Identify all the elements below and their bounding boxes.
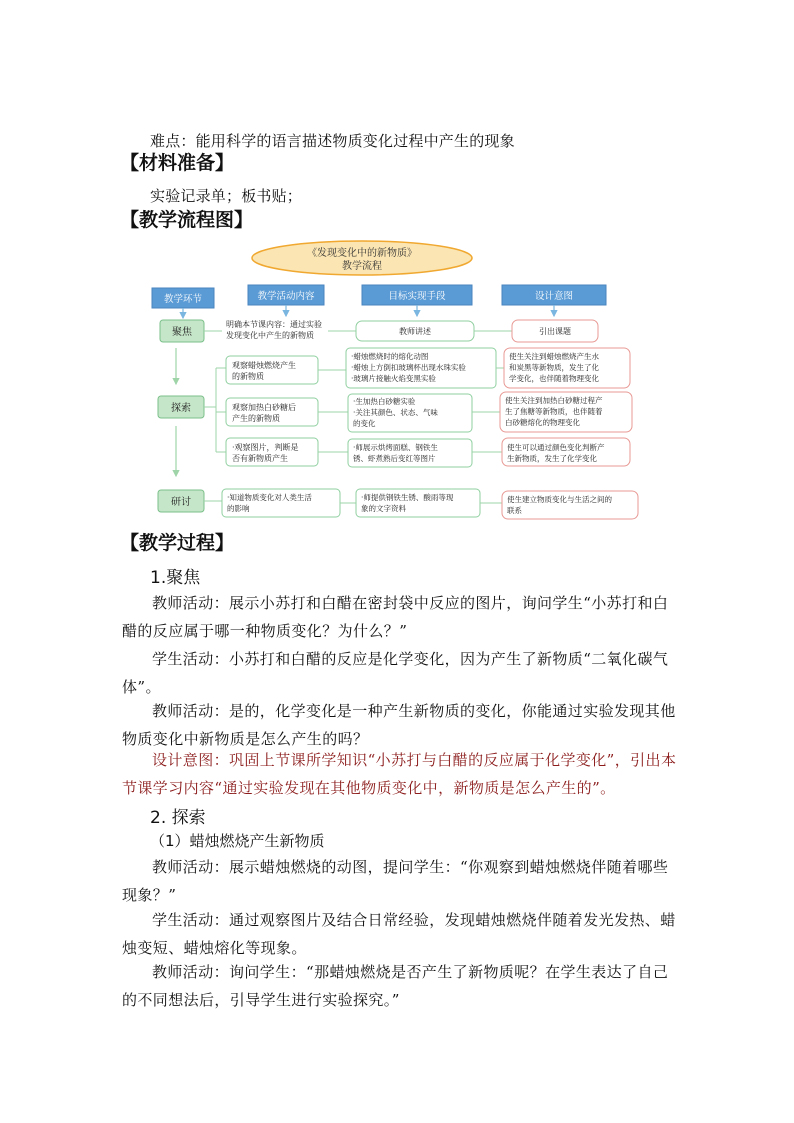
explore-intent-3a: 使生可以通过颜色变化判断产 <box>507 443 605 452</box>
materials-text: 实验记录单；板书贴； <box>150 187 303 205</box>
explore-activity-2a: 观察加热白砂糖后 <box>232 403 296 412</box>
materials-heading: 【材料准备】 <box>120 152 235 174</box>
paragraph-student-1: 学生活动：小苏打和白醋的反应是化学变化，因为产生了新物质“二氧化碳气体”。 <box>122 650 669 696</box>
explore-means-1a: ·蜡烛燃烧时的熔化动图 <box>351 352 429 361</box>
explore-intent-2a: 使生关注到加热白砂糖过程产 <box>505 396 603 405</box>
discuss-means-a: ·师提供钢铁生锈、酸雨等现 <box>361 493 454 502</box>
explore-means-3a: ·师展示烘烤面糕、钢铁生 <box>353 443 438 452</box>
explore-activity-1a: 观察蜡烛燃烧产生 <box>232 361 296 370</box>
header-means: 目标实现手段 <box>388 291 446 302</box>
discuss-activity-b: 的影响 <box>227 504 250 513</box>
explore-activity-3b: 否有新物质产生 <box>232 454 288 463</box>
discuss-intent-b: 联系 <box>507 506 522 515</box>
explore-intent-1a: 使生关注到蜡烛燃烧产生水 <box>509 352 599 361</box>
explore-intent-2c: 白砂糖熔化的物理变化 <box>505 418 580 427</box>
flowchart-heading: 【教学流程图】 <box>120 209 254 231</box>
discuss-means-b: 象的文字资料 <box>361 504 406 513</box>
explore-activity-2b: 产生的新物质 <box>232 414 280 423</box>
explore-intent-3b: 生新物质，发生了化学变化 <box>507 454 597 463</box>
stage-focus: 聚焦 <box>172 327 192 338</box>
explore-activity-1b: 的新物质 <box>232 372 264 381</box>
paragraph-teacher-1: 教师活动：展示小苏打和白醋在密封袋中反应的图片，询问学生“小苏打和白醋的反应属于哪一种物质变化？为什么？” <box>122 594 669 640</box>
subsection-candle-title: （1）蜡烛燃烧产生新物质 <box>150 832 325 850</box>
header-activity: 教学活动内容 <box>257 291 315 302</box>
difficulty-text: 难点：能用科学的语言描述物质变化过程中产生的现象 <box>150 132 515 150</box>
explore-intent-2b: 生了焦糖等新物质，也伴随着 <box>505 407 603 416</box>
explore-means-2c: 的变化 <box>353 419 376 428</box>
stage-explore: 探索 <box>171 403 191 414</box>
process-heading: 【教学过程】 <box>120 532 235 554</box>
explore-activity-3a: ·观察图片，判断是 <box>232 443 299 452</box>
explore-means-2a: ·生加热白砂糖实验 <box>353 397 416 406</box>
section-focus-title: 1.聚焦 <box>150 568 201 588</box>
header-stage: 教学环节 <box>163 294 203 305</box>
explore-means-2b: ·关注其颜色、状态、气味 <box>353 408 438 417</box>
explore-means-3b: 锈、虾煮熟后变红等图片 <box>353 454 436 463</box>
paragraph-teacher-4: 教师活动：询问学生：“那蜡烛燃烧是否产生了新物质呢？在学生表达了自己的不同想法后，引导学生进行实验探究。” <box>122 963 669 1009</box>
flow-title-1: 《发现变化中的新物质》 <box>307 248 417 259</box>
paragraph-student-2: 学生活动：通过观察图片及结合日常经验，发现蜡烛燃烧伴随着发光发热、蜡烛变短、蜡烛熔化等现象。 <box>122 911 676 957</box>
focus-activity-1: 明确本节课内容：通过实验 <box>226 320 322 329</box>
focus-means: 教师讲述 <box>399 327 431 336</box>
discuss-intent-a: 使生建立物质变化与生活之间的 <box>507 495 612 504</box>
flow-title-2: 教学流程 <box>342 261 382 272</box>
explore-means-1c: ·玻璃片接触火焰变黑实验 <box>351 374 436 383</box>
focus-intent: 引出课题 <box>539 327 571 336</box>
paragraph-design-intent: 设计意图：巩固上节课所学知识“小苏打与白醋的反应属于化学变化”，引出本节课学习内容“通过实验发现在其他物质变化中，新物质是怎么产生的”。 <box>122 751 677 797</box>
section-explore-title: 2. 探索 <box>150 808 206 828</box>
flowchart-svg <box>140 236 660 526</box>
paragraph-teacher-2: 教师活动：是的，化学变化是一种产生新物质的变化，你能通过实验发现其他物质变化中新物质是怎么产生的吗？ <box>122 702 676 748</box>
header-intent: 设计意图 <box>534 291 574 302</box>
focus-activity-2: 发现变化中产生的新物质 <box>226 331 314 340</box>
explore-intent-1c: 学变化，也伴随着物理变化 <box>509 374 599 383</box>
explore-intent-1b: 和炭黑等新物质，发生了化 <box>509 363 599 372</box>
discuss-activity-a: ·知道物质变化对人类生活 <box>227 493 312 502</box>
paragraph-teacher-3: 教师活动：展示蜡烛燃烧的动图，提问学生：“你观察到蜡烛燃烧伴随着哪些现象？” <box>122 858 669 904</box>
stage-discuss: 研讨 <box>171 497 191 508</box>
explore-means-1b: ·蜡烛上方倒扣玻璃杯出现水珠实验 <box>351 363 466 372</box>
teaching-flowchart <box>140 236 660 526</box>
